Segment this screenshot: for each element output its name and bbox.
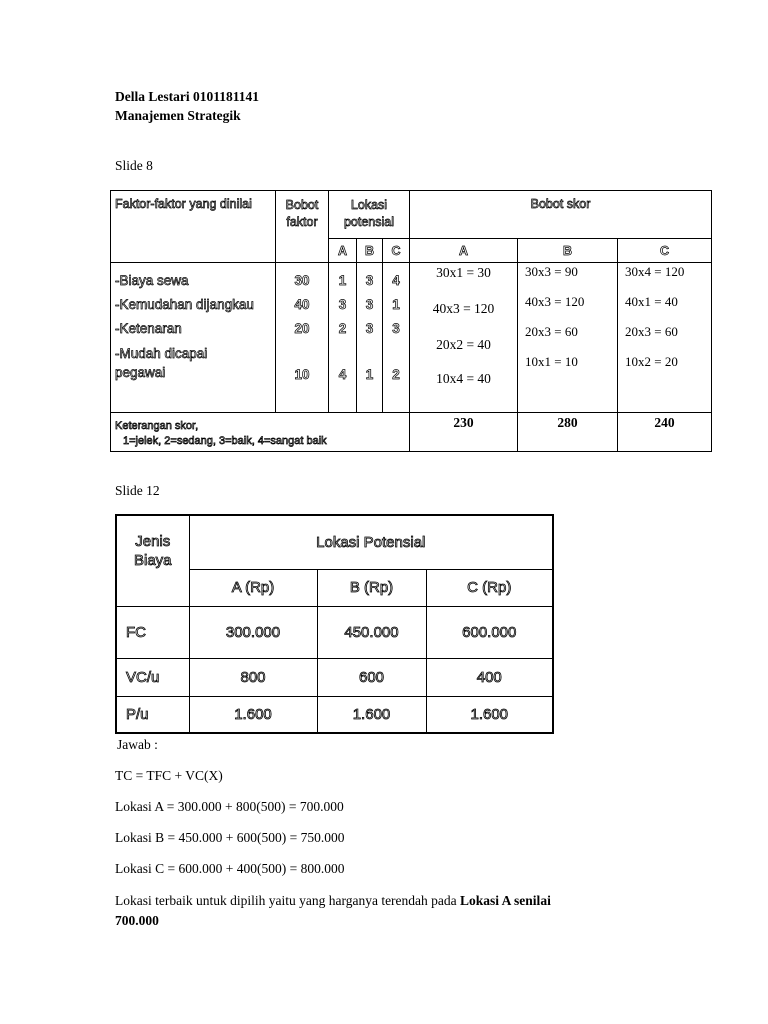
location-header	[329, 191, 410, 239]
course-title: Manajemen Strategik	[115, 108, 241, 123]
rating-value: 2	[392, 367, 400, 383]
factors-header: Faktor-faktor yang dinilai	[111, 191, 276, 263]
score-a-col	[410, 263, 518, 413]
rating-value: 3	[365, 297, 374, 313]
score-value: 10x2 = 20	[625, 354, 678, 370]
score-value: 40x1 = 40	[625, 294, 678, 310]
factor-item: -Biaya sewa	[115, 273, 189, 289]
factor-item: -Ketenaran	[115, 321, 182, 337]
table-row	[116, 696, 553, 733]
rating-value: 3	[392, 321, 400, 337]
rating-a-header: A	[329, 239, 357, 263]
rating-value: 3	[365, 321, 374, 337]
rating-b-header: B	[357, 239, 383, 263]
conclusion-text: Lokasi terbaik untuk dipilih yaitu yang harganya terendah pada	[115, 893, 461, 908]
table-row	[116, 658, 553, 696]
cell-c: 600.000	[426, 606, 553, 658]
cost-formula: TC = TFC + VC(X)	[115, 768, 223, 783]
cell-c: 400	[426, 658, 553, 696]
cell-b: 600	[317, 658, 426, 696]
slide8-table	[110, 190, 712, 452]
factor-item: pegawai	[115, 365, 166, 381]
location-potential-header: Lokasi Potensial	[189, 515, 553, 569]
cell-b: 450.000	[317, 606, 426, 658]
cell-a: 800	[189, 658, 317, 696]
cost-type-header	[116, 515, 189, 606]
conclusion-line2: 700.000	[115, 913, 159, 928]
slide12-label: Slide 12	[115, 483, 160, 498]
score-a-header: A	[410, 239, 518, 263]
weight-value: 20	[294, 321, 310, 337]
score-value: 40x3 = 120	[432, 301, 495, 317]
calc-line-c: Lokasi C = 600.000 + 400(500) = 800.000	[115, 861, 345, 876]
col-b-header: B (Rp)	[317, 569, 426, 606]
weight-header-line1: Bobot	[285, 198, 319, 212]
cell-c: 1.600	[426, 696, 553, 733]
cost-type-header-line2: Biaya	[133, 552, 172, 569]
rating-value: 3	[338, 297, 347, 313]
col-c-header: C (Rp)	[426, 569, 553, 606]
answer-heading: Jawab :	[117, 737, 158, 752]
weight-value: 40	[294, 297, 310, 313]
rating-value: 1	[338, 273, 347, 289]
factors-list	[111, 263, 276, 413]
rating-value: 2	[338, 321, 347, 337]
score-legend-line1: Keterangan skor,	[115, 419, 199, 432]
slide12-table	[115, 514, 554, 734]
score-value: 30x4 = 120	[625, 264, 685, 280]
conclusion-line1	[115, 893, 551, 909]
score-header: Bobot skor	[410, 191, 712, 239]
calc-line-a: Lokasi A = 300.000 + 800(500) = 700.000	[115, 799, 344, 814]
rating-c-col	[383, 263, 410, 413]
factor-item: -Kemudahan dijangkau	[115, 297, 254, 313]
row-label: VC/u	[116, 658, 189, 696]
score-legend	[111, 412, 410, 451]
score-legend-line2: 1=jelek, 2=sedang, 3=baik, 4=sangat baik	[123, 434, 327, 447]
score-value: 20x3 = 60	[625, 324, 678, 340]
weights-col	[276, 263, 329, 413]
cost-type-header-line1: Jenis	[135, 533, 171, 550]
score-value: 10x1 = 10	[525, 354, 578, 370]
author-line: Della Lestari 0101181141	[115, 89, 259, 104]
weight-value: 30	[294, 273, 310, 289]
cell-b: 1.600	[317, 696, 426, 733]
rating-c-header: C	[383, 239, 410, 263]
score-value: 20x2 = 40	[436, 337, 491, 353]
score-value: 40x3 = 120	[525, 294, 585, 310]
weight-header	[276, 191, 329, 263]
location-header-line1: Lokasi	[350, 198, 388, 212]
score-value: 30x3 = 90	[525, 264, 578, 280]
score-value: 10x4 = 40	[436, 371, 491, 387]
rating-b-col	[357, 263, 383, 413]
factor-item: -Mudah dicapai	[115, 346, 208, 362]
score-c-header: C	[618, 239, 712, 263]
total-c: 240	[618, 412, 712, 451]
score-value: 30x1 = 30	[436, 265, 491, 281]
total-b: 280	[518, 412, 618, 451]
score-b-col	[518, 263, 618, 413]
row-label: FC	[116, 606, 189, 658]
conclusion-highlight: Lokasi A senilai	[460, 893, 551, 908]
col-a-header: A (Rp)	[189, 569, 317, 606]
weight-value: 10	[294, 367, 310, 383]
cell-a: 300.000	[189, 606, 317, 658]
row-label: P/u	[116, 696, 189, 733]
slide8-label: Slide 8	[115, 158, 153, 173]
rating-value: 1	[365, 367, 374, 383]
rating-value: 1	[392, 297, 400, 313]
rating-value: 4	[338, 367, 347, 383]
location-header-line2: potensial	[343, 215, 395, 229]
score-value: 20x3 = 60	[525, 324, 578, 340]
score-b-header: B	[518, 239, 618, 263]
score-c-col	[618, 263, 712, 413]
calc-line-b: Lokasi B = 450.000 + 600(500) = 750.000	[115, 830, 345, 845]
cell-a: 1.600	[189, 696, 317, 733]
total-a: 230	[410, 412, 518, 451]
rating-value: 3	[365, 273, 374, 289]
rating-a-col	[329, 263, 357, 413]
weight-header-line2: faktor	[286, 215, 318, 229]
rating-value: 4	[392, 273, 400, 289]
table-row	[116, 606, 553, 658]
